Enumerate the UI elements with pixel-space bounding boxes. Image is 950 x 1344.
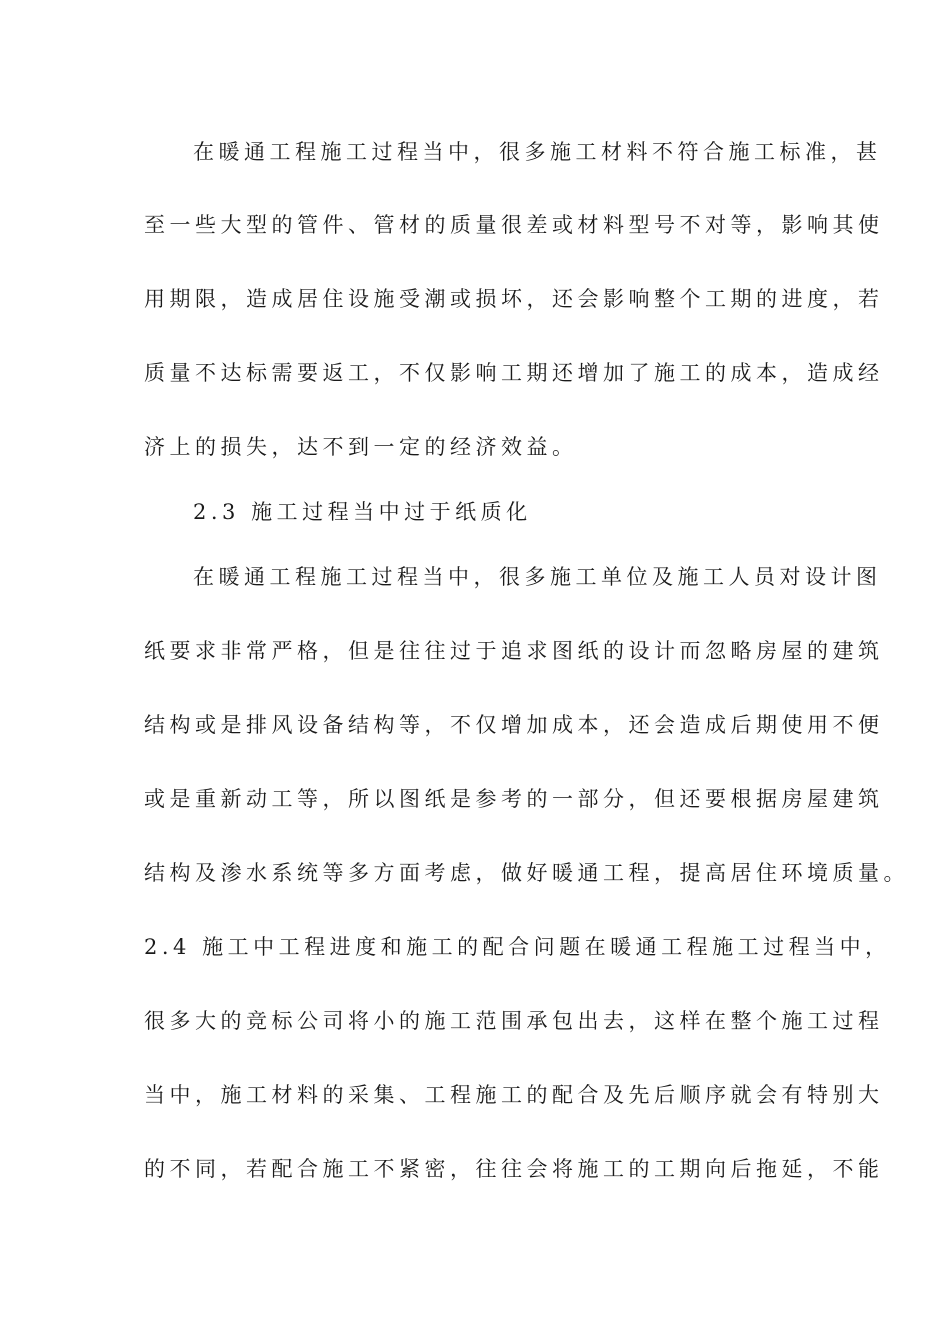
paragraph-1-line-3: 用期限，造成居住设施受潮或损坏，还会影响整个工期的进度，若 bbox=[144, 287, 884, 311]
paragraph-1-line-1: 在暖通工程施工过程当中，很多施工材料不符合施工标准，甚 bbox=[193, 140, 882, 164]
paragraph-3-line-3: 当中，施工材料的采集、工程施工的配合及先后顺序就会有特别大 bbox=[144, 1083, 884, 1107]
paragraph-3-line-4: 的不同，若配合施工不紧密，往往会将施工的工期向后拖延，不能 bbox=[144, 1157, 884, 1181]
paragraph-2-line-1: 在暖通工程施工过程当中，很多施工单位及施工人员对设计图 bbox=[193, 565, 882, 589]
paragraph-2-line-2: 纸要求非常严格，但是往往过于追求图纸的设计而忽略房屋的建筑 bbox=[144, 639, 884, 663]
section-heading-2-4-line: 2.4 施工中工程进度和施工的配合问题在暖通工程施工过程当中， bbox=[144, 935, 891, 959]
section-heading-2-3: 2.3 施工过程当中过于纸质化 bbox=[193, 500, 532, 524]
paragraph-1-line-2: 至一些大型的管件、管材的质量很差或材料型号不对等，影响其使 bbox=[144, 213, 884, 237]
paragraph-2-line-4: 或是重新动工等，所以图纸是参考的一部分，但还要根据房屋建筑 bbox=[144, 787, 884, 811]
paragraph-1-line-4: 质量不达标需要返工，不仅影响工期还增加了施工的成本，造成经 bbox=[144, 361, 884, 385]
paragraph-1-line-5: 济上的损失，达不到一定的经济效益。 bbox=[144, 435, 578, 459]
paragraph-2-line-3: 结构或是排风设备结构等，不仅增加成本，还会造成后期使用不便 bbox=[144, 713, 884, 737]
paragraph-2-line-5: 结构及渗水系统等多方面考虑，做好暖通工程，提高居住环境质量。 bbox=[144, 861, 909, 885]
paragraph-3-line-2: 很多大的竞标公司将小的施工范围承包出去，这样在整个施工过程 bbox=[144, 1009, 884, 1033]
